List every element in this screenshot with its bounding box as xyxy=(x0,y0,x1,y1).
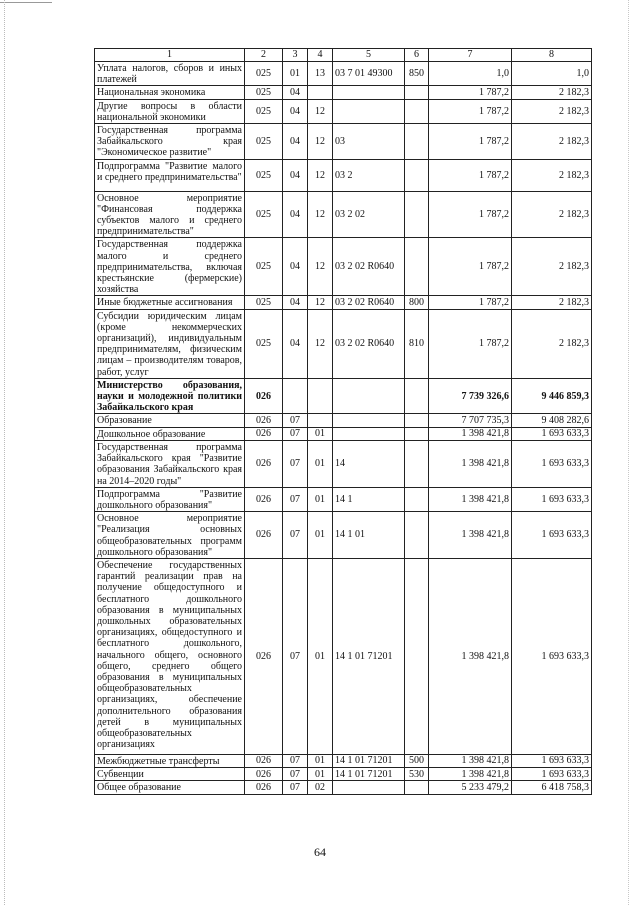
table-row xyxy=(95,427,592,440)
header-cell: 2 xyxy=(245,49,283,62)
cell-target-article: 14 1 01 xyxy=(333,512,405,559)
cell-name: Межбюджетные трансферты xyxy=(95,754,245,767)
cell-name: Образование xyxy=(95,414,245,427)
cell-subsection xyxy=(308,414,333,427)
cell-target-article: 03 2 02 R0640 xyxy=(333,296,405,309)
cell-amount-2018: 1 398 421,8 xyxy=(429,558,512,754)
cell-section: 04 xyxy=(283,99,308,123)
cell-subsection xyxy=(308,378,333,414)
table-row xyxy=(95,296,592,309)
cell-expense-type xyxy=(405,159,429,191)
cell-subsection: 01 xyxy=(308,512,333,559)
cell-amount-2018: 1 398 421,8 xyxy=(429,440,512,487)
cell-target-article xyxy=(333,378,405,414)
cell-target-article: 03 2 02 R0640 xyxy=(333,238,405,296)
header-cell: 8 xyxy=(512,49,592,62)
cell-section: 07 xyxy=(283,414,308,427)
cell-amount-2018: 1 398 421,8 xyxy=(429,427,512,440)
cell-name: Субсидии юридическим лицам (кроме некоммерческих организаций), индивидуальным предпринимателям, физическим лицам – производителям товаров, работ, услуг xyxy=(95,309,245,378)
cell-subsection: 01 xyxy=(308,487,333,511)
cell-name: Подпрограмма "Развитие малого и среднего предпринимательства" xyxy=(95,159,245,191)
cell-amount-2019: 2 182,3 xyxy=(512,238,592,296)
cell-name: Другие вопросы в области национальной экономики xyxy=(95,99,245,123)
cell-amount-2019: 2 182,3 xyxy=(512,86,592,99)
cell-code-admin: 025 xyxy=(245,296,283,309)
cell-code-admin: 025 xyxy=(245,99,283,123)
cell-subsection: 13 xyxy=(308,62,333,86)
cell-code-admin: 025 xyxy=(245,62,283,86)
cell-name: Государственная программа Забайкальского края "Развитие образования Забайкальского края на 2014–2020 годы" xyxy=(95,440,245,487)
cell-subsection: 01 xyxy=(308,440,333,487)
cell-section: 07 xyxy=(283,781,308,794)
table-row xyxy=(95,378,592,414)
cell-section: 04 xyxy=(283,238,308,296)
cell-amount-2018: 7 739 326,6 xyxy=(429,378,512,414)
cell-target-article: 14 xyxy=(333,440,405,487)
cell-expense-type: 500 xyxy=(405,754,429,767)
cell-amount-2018: 1 787,2 xyxy=(429,238,512,296)
table-row xyxy=(95,440,592,487)
cell-target-article: 03 2 02 xyxy=(333,191,405,238)
cell-code-admin: 026 xyxy=(245,512,283,559)
table-row xyxy=(95,124,592,160)
cell-amount-2019: 2 182,3 xyxy=(512,309,592,378)
cell-expense-type xyxy=(405,427,429,440)
cell-expense-type: 530 xyxy=(405,768,429,781)
cell-code-admin: 026 xyxy=(245,558,283,754)
cell-name: Общее образование xyxy=(95,781,245,794)
cell-subsection: 12 xyxy=(308,296,333,309)
cell-amount-2019: 2 182,3 xyxy=(512,124,592,160)
cell-amount-2019: 1 693 633,3 xyxy=(512,558,592,754)
cell-target-article xyxy=(333,86,405,99)
header-cell: 1 xyxy=(95,49,245,62)
cell-amount-2018: 1 398 421,8 xyxy=(429,512,512,559)
cell-amount-2018: 1 787,2 xyxy=(429,86,512,99)
cell-subsection: 12 xyxy=(308,309,333,378)
cell-amount-2019: 1 693 633,3 xyxy=(512,427,592,440)
cell-section: 07 xyxy=(283,768,308,781)
cell-code-admin: 025 xyxy=(245,124,283,160)
cell-name: Основное мероприятие "Финансовая поддержка субъектов малого и среднего предпринимательства" xyxy=(95,191,245,238)
header-cell: 7 xyxy=(429,49,512,62)
cell-name: Иные бюджетные ассигнования xyxy=(95,296,245,309)
left-binding-edge xyxy=(4,0,5,905)
cell-subsection xyxy=(308,86,333,99)
cell-expense-type xyxy=(405,99,429,123)
cell-amount-2019: 6 418 758,3 xyxy=(512,781,592,794)
cell-amount-2019: 2 182,3 xyxy=(512,99,592,123)
cell-code-admin: 026 xyxy=(245,414,283,427)
cell-amount-2018: 1 398 421,8 xyxy=(429,768,512,781)
header-cell: 4 xyxy=(308,49,333,62)
cell-section: 07 xyxy=(283,487,308,511)
header-cell: 6 xyxy=(405,49,429,62)
cell-target-article: 03 2 xyxy=(333,159,405,191)
table-row xyxy=(95,754,592,767)
budget-table xyxy=(94,48,592,795)
cell-code-admin: 026 xyxy=(245,487,283,511)
cell-target-article: 14 1 01 71201 xyxy=(333,768,405,781)
cell-code-admin: 025 xyxy=(245,159,283,191)
cell-target-article xyxy=(333,427,405,440)
cell-subsection: 01 xyxy=(308,558,333,754)
cell-name: Обеспечение государственных гарантий реализации прав на получение общедоступного и бесплатного дошкольного образования в муниципальных дошкольных образовательных организациях, общедоступного и бесплатного дошкольного, начального общего, основного общего, среднего общего образования в муниципальных общеобразовательных организациях, обеспечение дополнительного образования детей в муниципальных общеобразовательных организациях xyxy=(95,558,245,754)
cell-amount-2018: 1 398 421,8 xyxy=(429,487,512,511)
page-number: 64 xyxy=(314,845,326,859)
cell-amount-2019: 9 408 282,6 xyxy=(512,414,592,427)
cell-expense-type xyxy=(405,414,429,427)
cell-code-admin: 026 xyxy=(245,781,283,794)
right-binding-edge xyxy=(628,0,629,905)
cell-target-article: 03 xyxy=(333,124,405,160)
header-cell: 3 xyxy=(283,49,308,62)
cell-amount-2018: 7 707 735,3 xyxy=(429,414,512,427)
cell-expense-type xyxy=(405,378,429,414)
cell-subsection: 12 xyxy=(308,191,333,238)
cell-name: Подпрограмма "Развитие дошкольного образования" xyxy=(95,487,245,511)
cell-section: 04 xyxy=(283,309,308,378)
cell-subsection: 01 xyxy=(308,427,333,440)
table-row xyxy=(95,558,592,754)
cell-section: 07 xyxy=(283,558,308,754)
cell-target-article xyxy=(333,781,405,794)
cell-section: 01 xyxy=(283,62,308,86)
cell-amount-2019: 1 693 633,3 xyxy=(512,768,592,781)
table-row xyxy=(95,86,592,99)
cell-section: 04 xyxy=(283,159,308,191)
table-row xyxy=(95,487,592,511)
cell-code-admin: 026 xyxy=(245,378,283,414)
cell-expense-type: 810 xyxy=(405,309,429,378)
cell-expense-type xyxy=(405,124,429,160)
cell-section: 07 xyxy=(283,440,308,487)
cell-amount-2018: 1 787,2 xyxy=(429,124,512,160)
cell-amount-2018: 1 787,2 xyxy=(429,309,512,378)
table-header-row xyxy=(95,49,592,62)
cell-amount-2019: 1 693 633,3 xyxy=(512,512,592,559)
top-edge-line xyxy=(0,2,52,3)
cell-section: 04 xyxy=(283,191,308,238)
cell-amount-2019: 2 182,3 xyxy=(512,296,592,309)
cell-section: 07 xyxy=(283,427,308,440)
cell-code-admin: 025 xyxy=(245,309,283,378)
cell-expense-type xyxy=(405,440,429,487)
cell-expense-type xyxy=(405,238,429,296)
cell-name: Государственная поддержка малого и среднего предпринимательства, включая крестьянские (фермерские) хозяйства xyxy=(95,238,245,296)
cell-amount-2019: 9 446 859,3 xyxy=(512,378,592,414)
cell-amount-2019: 1 693 633,3 xyxy=(512,440,592,487)
cell-section: 07 xyxy=(283,754,308,767)
cell-section: 04 xyxy=(283,86,308,99)
cell-code-admin: 026 xyxy=(245,427,283,440)
cell-target-article: 03 2 02 R0640 xyxy=(333,309,405,378)
cell-name: Национальная экономика xyxy=(95,86,245,99)
cell-expense-type xyxy=(405,86,429,99)
cell-target-article: 14 1 01 71201 xyxy=(333,558,405,754)
cell-subsection: 01 xyxy=(308,754,333,767)
cell-amount-2018: 1 787,2 xyxy=(429,99,512,123)
header-cell: 5 xyxy=(333,49,405,62)
cell-code-admin: 025 xyxy=(245,86,283,99)
cell-target-article xyxy=(333,414,405,427)
cell-code-admin: 026 xyxy=(245,768,283,781)
cell-expense-type xyxy=(405,487,429,511)
cell-amount-2018: 1,0 xyxy=(429,62,512,86)
cell-target-article: 03 7 01 49300 xyxy=(333,62,405,86)
cell-expense-type: 850 xyxy=(405,62,429,86)
cell-code-admin: 026 xyxy=(245,440,283,487)
cell-amount-2018: 1 787,2 xyxy=(429,296,512,309)
cell-subsection: 01 xyxy=(308,768,333,781)
cell-subsection: 12 xyxy=(308,238,333,296)
cell-expense-type xyxy=(405,191,429,238)
cell-amount-2018: 1 787,2 xyxy=(429,159,512,191)
table-row xyxy=(95,781,592,794)
cell-name: Уплата налогов, сборов и иных платежей xyxy=(95,62,245,86)
cell-target-article xyxy=(333,99,405,123)
cell-amount-2018: 1 787,2 xyxy=(429,191,512,238)
cell-expense-type xyxy=(405,781,429,794)
table-row xyxy=(95,512,592,559)
cell-name: Субвенции xyxy=(95,768,245,781)
cell-section: 04 xyxy=(283,124,308,160)
table-row xyxy=(95,414,592,427)
cell-expense-type: 800 xyxy=(405,296,429,309)
cell-subsection: 12 xyxy=(308,124,333,160)
table-row xyxy=(95,62,592,86)
cell-name: Министерство образования, науки и молодежной политики Забайкальского края xyxy=(95,378,245,414)
cell-amount-2018: 5 233 479,2 xyxy=(429,781,512,794)
cell-name: Основное мероприятие "Реализация основных общеобразовательных программ дошкольного образования" xyxy=(95,512,245,559)
cell-code-admin: 026 xyxy=(245,754,283,767)
cell-target-article: 14 1 xyxy=(333,487,405,511)
cell-subsection: 12 xyxy=(308,159,333,191)
table-row xyxy=(95,159,592,191)
cell-section: 04 xyxy=(283,296,308,309)
cell-amount-2018: 1 398 421,8 xyxy=(429,754,512,767)
table-row xyxy=(95,191,592,238)
cell-expense-type xyxy=(405,558,429,754)
cell-amount-2019: 2 182,3 xyxy=(512,159,592,191)
cell-code-admin: 025 xyxy=(245,191,283,238)
cell-amount-2019: 2 182,3 xyxy=(512,191,592,238)
table-row xyxy=(95,768,592,781)
cell-section xyxy=(283,378,308,414)
cell-subsection: 12 xyxy=(308,99,333,123)
cell-amount-2019: 1 693 633,3 xyxy=(512,754,592,767)
cell-name: Государственная программа Забайкальского края "Экономическое развитие" xyxy=(95,124,245,160)
cell-name: Дошкольное образование xyxy=(95,427,245,440)
cell-expense-type xyxy=(405,512,429,559)
cell-target-article: 14 1 01 71201 xyxy=(333,754,405,767)
cell-code-admin: 025 xyxy=(245,238,283,296)
table-row xyxy=(95,309,592,378)
cell-amount-2019: 1 693 633,3 xyxy=(512,487,592,511)
table-row xyxy=(95,99,592,123)
cell-subsection: 02 xyxy=(308,781,333,794)
table-row xyxy=(95,238,592,296)
cell-section: 07 xyxy=(283,512,308,559)
cell-amount-2019: 1,0 xyxy=(512,62,592,86)
